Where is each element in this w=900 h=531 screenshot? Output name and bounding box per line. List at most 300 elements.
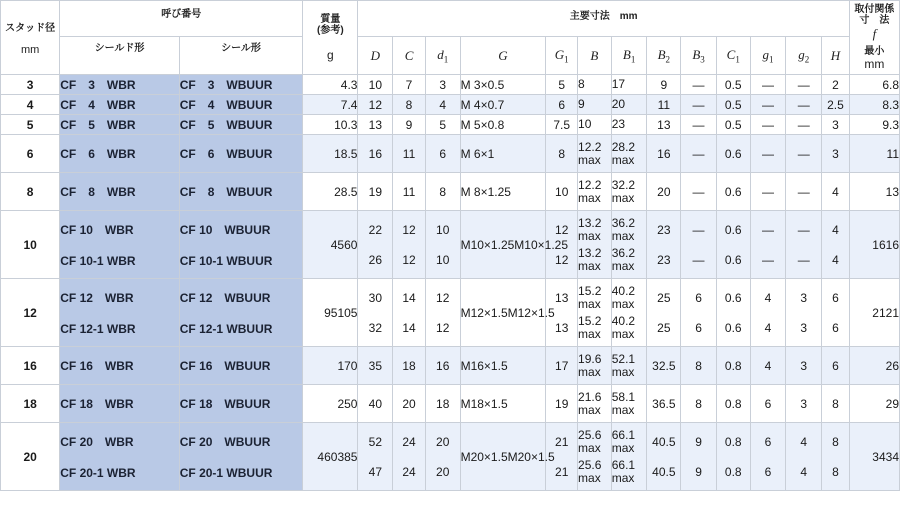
- dim-h-cell-value: 4: [832, 252, 839, 267]
- mass-cell: [303, 95, 358, 115]
- shield-part-number: [60, 347, 180, 385]
- dim-g-cell: [460, 95, 546, 115]
- dim-g2-cell: [786, 115, 822, 135]
- table-row: [1, 115, 900, 135]
- mass-cell-value: 385: [337, 449, 358, 464]
- dim-g-cell-value: M10×1.25: [460, 237, 515, 252]
- seal-part-number: [179, 95, 303, 115]
- mass-cell: [303, 115, 358, 135]
- dim-h-cell: [822, 279, 850, 347]
- dim-c1-cell-value: 0.5: [724, 77, 742, 92]
- stud-diameter-cell: 3: [1, 75, 60, 95]
- dim-h-cell: [822, 75, 850, 95]
- dim-b1-cell-max-label: max: [611, 326, 635, 341]
- col-g1-header: [750, 37, 786, 75]
- dim-g-cell-value: M12×1.5: [507, 305, 555, 320]
- seal-type-header: シール形: [179, 37, 303, 75]
- dim-g1-cell: [750, 423, 786, 491]
- dim-g-cell-value: M 5×0.8: [460, 117, 505, 132]
- dim-b1-cell-value: [612, 217, 647, 243]
- dim-g1-cell-value: 6: [764, 464, 772, 479]
- dim-b2-cell: [647, 347, 681, 385]
- dim-b2-cell-value: 32.5: [652, 358, 676, 373]
- dim-b-cell: [578, 423, 612, 491]
- dim-b3-cell: [681, 211, 717, 279]
- dim-d1-cell-value: 20: [436, 464, 450, 479]
- dim-c1-cell: [716, 279, 750, 347]
- dim-b2-cell: [647, 279, 681, 347]
- dim-c-cell-value: 12: [402, 222, 416, 237]
- dim-d-cell: [358, 115, 393, 135]
- shield-part-number-value: CF 10 WBR: [60, 223, 134, 237]
- dim-c-cell-value: 14: [402, 290, 416, 305]
- dim-b3-cell: [681, 75, 717, 95]
- dim-d1-cell: [425, 347, 460, 385]
- dim-b1-cell: [611, 75, 647, 95]
- mounting-f-cell: [849, 423, 899, 491]
- dim-c1-cell-value: 0.5: [724, 97, 742, 112]
- dim-c-cell-value: 24: [402, 464, 416, 479]
- mass-cell-value: 18.5: [334, 146, 358, 161]
- dim-c-cell: [393, 279, 426, 347]
- dim-d1-cell: [425, 135, 460, 173]
- dim-b3-cell-value: —: [692, 117, 705, 132]
- dim-c1-cell: [716, 115, 750, 135]
- stud-diameter-cell: 18: [1, 385, 60, 423]
- mass-cell-value: 10.3: [334, 117, 358, 132]
- dim-h-cell: [822, 135, 850, 173]
- dim-b1-cell: [611, 173, 647, 211]
- dim-b-cell-value: [578, 217, 611, 243]
- mounting-unit: mm: [864, 57, 885, 71]
- dim-d-cell-value: 30: [368, 290, 382, 305]
- dim-b2-cell-value: 16: [657, 146, 671, 161]
- shield-part-number-value: CF 8 WBR: [60, 185, 136, 199]
- mass-header: [303, 1, 358, 75]
- main-dimensions-header: 主要寸法 mm: [358, 1, 849, 37]
- dim-b-cell-value: [578, 459, 611, 485]
- mass-cell: [303, 75, 358, 95]
- dim-b1-cell: [611, 211, 647, 279]
- dim-g1-cell-value: —: [761, 97, 774, 112]
- dim-g1-cell-value: 12: [555, 222, 569, 237]
- mass-cell-value: 460: [317, 449, 338, 464]
- dim-d-cell: [358, 173, 393, 211]
- mounting-f-cell-value: 34: [885, 449, 899, 464]
- dim-c1-cell: [716, 173, 750, 211]
- dim-b2-cell: [647, 75, 681, 95]
- dim-b1-cell-number: 40.2: [611, 283, 636, 298]
- mass-cell: [303, 211, 358, 279]
- dim-c1-cell-value: 0.8: [724, 434, 742, 449]
- dim-c1-cell-value: 0.6: [724, 252, 742, 267]
- stud-diameter-cell: 16: [1, 347, 60, 385]
- mounting-f-cell: [849, 173, 899, 211]
- mass-cell-value: 28.5: [334, 184, 358, 199]
- dim-c-cell: [393, 75, 426, 95]
- dim-g-cell: [460, 115, 546, 135]
- seal-part-number: [179, 385, 303, 423]
- dim-b3-cell-value: 6: [695, 290, 702, 305]
- dim-c-cell: [393, 173, 426, 211]
- seal-part-number-value: CF 10 WBUUR: [179, 223, 271, 237]
- seal-part-number-value: CF 4 WBUUR: [179, 98, 273, 112]
- dim-b-cell-value: [578, 315, 611, 341]
- shield-part-number-value: CF 3 WBR: [60, 78, 136, 92]
- dim-b1-cell-value: 17: [611, 77, 626, 91]
- call-number-header: 呼び番号: [60, 1, 303, 37]
- dim-b-cell: [578, 95, 612, 115]
- dim-b1-cell: [611, 95, 647, 115]
- dim-b2-cell: [647, 173, 681, 211]
- dim-b2-cell: [647, 115, 681, 135]
- dim-d-cell-value: 52: [368, 434, 382, 449]
- dim-b3-cell: [681, 173, 717, 211]
- seal-part-number-value: CF 12 WBUUR: [179, 291, 271, 305]
- dim-b1-cell-max-label: max: [611, 152, 635, 167]
- dim-b1-cell-number: 52.1: [611, 351, 636, 366]
- dim-h-cell-value: 8: [832, 434, 839, 449]
- dim-g1-cell: [750, 95, 786, 115]
- dim-g1-cell: [546, 347, 578, 385]
- shield-part-number: [60, 135, 180, 173]
- dim-g-cell: [460, 211, 569, 279]
- dim-b-cell: [578, 347, 612, 385]
- dim-h-cell: [822, 211, 850, 279]
- dim-b1-cell-value: [612, 285, 647, 311]
- dim-c-cell-value: 24: [402, 434, 416, 449]
- dim-g2-cell: [786, 279, 822, 347]
- dim-b1-cell: [611, 115, 647, 135]
- dim-g2-cell: [786, 75, 822, 95]
- dim-b-cell-value: 8: [578, 77, 585, 91]
- dim-h-cell-value: 3: [832, 117, 839, 132]
- dim-d1-cell-value: 4: [439, 97, 447, 112]
- table-row: [1, 385, 900, 423]
- dim-g1-cell: [750, 385, 786, 423]
- mass-cell-value: 95: [324, 305, 338, 320]
- dim-b1-cell-number: 66.1: [611, 427, 636, 442]
- dim-b1-cell-number: 66.1: [611, 457, 636, 472]
- table-row: [1, 75, 900, 95]
- mounting-f-cell: [849, 95, 899, 115]
- dim-c-cell-value: 18: [402, 358, 416, 373]
- seal-part-number-value: CF 8 WBUUR: [179, 185, 273, 199]
- shield-part-number: [60, 385, 180, 423]
- shield-type-header: シールド形: [60, 37, 180, 75]
- dim-b-cell: [578, 115, 612, 135]
- dim-c-cell: [393, 95, 426, 115]
- dim-b2-cell-value: 40.5: [652, 464, 676, 479]
- stud-diameter-cell: 6: [1, 135, 60, 173]
- dim-b-cell-number: 12.2: [578, 177, 602, 192]
- dim-b-cell-max-label: max: [578, 402, 601, 417]
- dim-h-cell-value: 3: [832, 146, 839, 161]
- dim-g1-cell: [750, 75, 786, 95]
- col-D-label: D: [370, 47, 381, 63]
- dim-b2-cell-value: 25: [657, 320, 671, 335]
- shield-part-number: [60, 95, 180, 115]
- dim-b1-cell: [611, 347, 647, 385]
- mass-cell: [303, 279, 358, 347]
- dim-g-cell-value: M 8×1.25: [460, 184, 511, 199]
- dim-d-cell: [358, 423, 393, 491]
- dim-d1-cell: [425, 75, 460, 95]
- dim-c1-cell-value: 0.6: [724, 222, 742, 237]
- col-G1-header: [546, 37, 578, 75]
- dim-g1-cell-value: 4: [764, 320, 772, 335]
- dim-c1-cell: [716, 75, 750, 95]
- dim-g1-cell-value: 8: [558, 146, 566, 161]
- dim-b-cell-number: 13.2: [578, 215, 602, 230]
- dim-b2-cell-value: 13: [657, 117, 671, 132]
- mass-cell-value: 170: [337, 358, 358, 373]
- dim-g-cell: [460, 385, 546, 423]
- dim-b1-cell-number: 32.2: [611, 177, 636, 192]
- dim-b-cell-max-label: max: [578, 364, 601, 379]
- mass-cell: [303, 423, 358, 491]
- mounting-f-cell-value: 16: [885, 237, 899, 252]
- shield-part-number-value: CF 12 WBR: [60, 291, 134, 305]
- mounting-f-cell-value: 16: [872, 237, 886, 252]
- col-B3-header: [681, 37, 717, 75]
- dim-g2-cell: [786, 173, 822, 211]
- dim-b2-cell-value: 20: [657, 184, 671, 199]
- dim-g-cell-value: M 3×0.5: [460, 77, 505, 92]
- dim-b2-cell: [647, 423, 681, 491]
- dim-b1-cell-value: [612, 391, 647, 417]
- dim-c-cell-value: 14: [402, 320, 416, 335]
- dim-g1-cell: [546, 385, 578, 423]
- dim-c1-cell: [716, 423, 750, 491]
- mounting-f-cell: [849, 385, 899, 423]
- mounting-f-cell: [849, 115, 899, 135]
- dim-g2-cell-value: —: [797, 184, 810, 199]
- dim-d-cell: [358, 75, 393, 95]
- seal-part-number-value: CF 20-1 WBUUR: [179, 466, 273, 480]
- table-row: [1, 135, 900, 173]
- dim-b-cell: [578, 279, 612, 347]
- dim-d-cell-value: 26: [368, 252, 382, 267]
- dim-b1-cell-number: 28.2: [611, 139, 636, 154]
- dim-g2-cell-value: 4: [800, 464, 808, 479]
- dim-g2-cell-value: —: [797, 252, 810, 267]
- stud-diameter-cell: 10: [1, 211, 60, 279]
- dim-c1-cell-value: 0.8: [724, 464, 742, 479]
- dim-g2-cell: [786, 211, 822, 279]
- dim-d1-cell-value: 10: [436, 252, 450, 267]
- dim-b-cell-max-label: max: [578, 152, 601, 167]
- dim-d-cell-value: 32: [368, 320, 382, 335]
- col-g1-label: $g_1$: [762, 46, 774, 65]
- col-B3-label: $B_3$: [692, 46, 705, 65]
- col-C-label: C: [404, 47, 414, 63]
- dim-b3-cell-value: 6: [695, 320, 702, 335]
- dim-c-cell: [393, 385, 426, 423]
- col-C1-header: [716, 37, 750, 75]
- mounting-symbol: f: [872, 26, 877, 41]
- dim-d1-cell-value: 5: [439, 117, 447, 132]
- dim-h-cell-value: 8: [832, 464, 839, 479]
- col-B-label: B: [590, 47, 599, 63]
- dim-g2-cell-value: —: [797, 77, 810, 92]
- mounting-f-cell-value: 21: [872, 305, 886, 320]
- mounting-f-cell-value: 34: [872, 449, 886, 464]
- mass-cell-value: 4.3: [340, 77, 358, 92]
- dim-c-cell: [393, 211, 426, 279]
- dim-d1-cell-value: 8: [439, 184, 447, 199]
- dim-c1-cell: [716, 385, 750, 423]
- mounting-label: 取付関係: [854, 4, 895, 15]
- col-H-label: H: [830, 47, 841, 63]
- shield-part-number-value: CF 12-1 WBR: [60, 322, 136, 336]
- dim-g1-cell: [750, 347, 786, 385]
- table-row: [1, 279, 900, 347]
- dim-g2-cell-value: 3: [800, 290, 808, 305]
- dim-b-cell-max-label: max: [578, 470, 601, 485]
- dim-b2-cell: [647, 95, 681, 115]
- dim-g1-cell: [750, 211, 786, 279]
- dim-g2-cell-value: 4: [800, 434, 808, 449]
- dim-b3-cell-value: —: [692, 252, 705, 267]
- col-H-header: [822, 37, 850, 75]
- dim-d1-cell-value: 12: [436, 290, 450, 305]
- dim-d-cell-value: 22: [368, 222, 382, 237]
- dim-b1-cell-max-label: max: [611, 258, 635, 273]
- dim-b1-cell-max-label: max: [611, 364, 635, 379]
- dim-g-cell-value: M16×1.5: [460, 358, 508, 373]
- seal-part-number: [179, 423, 303, 491]
- mass-cell-value: 7.4: [340, 97, 358, 112]
- seal-part-number-value: CF 3 WBUUR: [179, 78, 273, 92]
- mounting-f-cell-value: 29: [885, 396, 899, 411]
- dim-d-cell-value: 40: [368, 396, 382, 411]
- dim-b-cell-value: [578, 353, 611, 379]
- mass-ref-label: (参考): [317, 24, 344, 36]
- table-row: [1, 211, 900, 279]
- dim-b-cell-value: [578, 391, 611, 417]
- dim-h-cell-value: 6: [832, 320, 839, 335]
- dim-d-cell: [358, 211, 393, 279]
- mass-cell-value: 45: [330, 237, 345, 252]
- stud-diameter-cell: 8: [1, 173, 60, 211]
- dim-d1-cell: [425, 279, 460, 347]
- mounting-f-cell-value: 21: [885, 305, 899, 320]
- stud-diameter-cell: 4: [1, 95, 60, 115]
- dim-c-cell: [393, 423, 426, 491]
- dim-b1-cell: [611, 135, 647, 173]
- dim-b-cell: [578, 75, 612, 95]
- shield-part-number-value: CF 4 WBR: [60, 98, 136, 112]
- stud-diameter-unit: mm: [20, 44, 40, 56]
- dim-b3-cell-value: 8: [695, 396, 702, 411]
- col-B2-header: [647, 37, 681, 75]
- mass-cell: [303, 135, 358, 173]
- dim-g2-cell: [786, 385, 822, 423]
- dim-h-cell: [822, 95, 850, 115]
- dim-d1-cell: [425, 173, 460, 211]
- dim-g1-cell-value: —: [761, 77, 774, 92]
- dim-b3-cell-value: 8: [695, 358, 702, 373]
- col-d1-label: $d_1$: [437, 46, 449, 65]
- dim-c-cell-value: 9: [405, 117, 413, 132]
- dim-d-cell-value: 19: [368, 184, 382, 199]
- dim-b1-cell-max-label: max: [611, 470, 635, 485]
- dim-b-cell-value: [578, 141, 611, 167]
- seal-part-number: [179, 173, 303, 211]
- seal-part-number-value: CF 10-1 WBUUR: [179, 254, 273, 268]
- dim-d-cell-value: 16: [368, 146, 382, 161]
- dim-c-cell-value: 12: [402, 252, 416, 267]
- dim-c-cell: [393, 135, 426, 173]
- dim-g1-cell-value: 21: [555, 464, 569, 479]
- dim-b-cell-max-label: max: [578, 228, 601, 243]
- mounting-dim-label: 寸 法: [859, 15, 890, 26]
- dim-c1-cell-value: 0.6: [724, 290, 742, 305]
- dim-g-cell: [460, 75, 546, 95]
- dim-b1-cell-value: [612, 141, 647, 167]
- dim-h-cell: [822, 423, 850, 491]
- col-g2-header: [786, 37, 822, 75]
- dim-c1-cell-value: 0.5: [724, 117, 742, 132]
- dim-b-cell-max-label: max: [578, 296, 601, 311]
- dim-g2-cell: [786, 423, 822, 491]
- dim-b-cell-number: 25.6: [578, 427, 602, 442]
- dim-g1-cell: [546, 75, 578, 95]
- col-G-header: [460, 37, 546, 75]
- dim-b3-cell-value: 9: [695, 464, 702, 479]
- dim-b1-cell-value: [612, 179, 647, 205]
- seal-part-number-value: CF 18 WBUUR: [179, 397, 271, 411]
- mounting-f-cell: [849, 279, 899, 347]
- dim-b1-cell-value: [612, 459, 647, 485]
- dim-d1-cell: [425, 423, 460, 491]
- dim-d-cell: [358, 347, 393, 385]
- shield-part-number-value: CF 20-1 WBR: [60, 466, 136, 480]
- mass-cell-value: 105: [337, 305, 358, 320]
- dim-d-cell: [358, 279, 393, 347]
- dim-h-cell-value: 2.5: [827, 97, 844, 112]
- shield-part-number-value: CF 10-1 WBR: [60, 254, 136, 268]
- dim-g-cell: [460, 423, 555, 491]
- dim-d1-cell-value: 16: [436, 358, 450, 373]
- dim-g-cell: [460, 135, 546, 173]
- dim-d-cell-value: 12: [368, 97, 382, 112]
- dim-h-cell-value: 4: [832, 222, 839, 237]
- dim-b-cell-number: 15.2: [578, 283, 602, 298]
- mass-cell-value: 60: [344, 237, 358, 252]
- dim-b2-cell-value: 9: [660, 77, 668, 92]
- dim-b3-cell-value: —: [692, 222, 705, 237]
- shield-part-number: [60, 115, 180, 135]
- seal-part-number-value: CF 20 WBUUR: [179, 435, 271, 449]
- shield-part-number-value: CF 20 WBR: [60, 435, 134, 449]
- dim-g1-cell-value: 5: [558, 77, 566, 92]
- dim-c-cell-value: 7: [405, 77, 413, 92]
- dim-g2-cell: [786, 347, 822, 385]
- dim-g1-cell-value: 4: [764, 358, 772, 373]
- dim-b-cell-number: 13.2: [578, 245, 602, 260]
- dim-b2-cell-value: 11: [657, 97, 671, 112]
- dim-b-cell-number: 19.6: [578, 351, 602, 366]
- col-d1-header: [425, 37, 460, 75]
- dim-g1-cell: [546, 173, 578, 211]
- dim-c1-cell: [716, 135, 750, 173]
- dim-g1-cell-value: 21: [555, 434, 569, 449]
- dim-b-cell-value: [578, 429, 611, 455]
- mounting-f-cell-value: 8.3: [882, 97, 899, 112]
- dim-g-cell-value: M20×1.5: [507, 449, 555, 464]
